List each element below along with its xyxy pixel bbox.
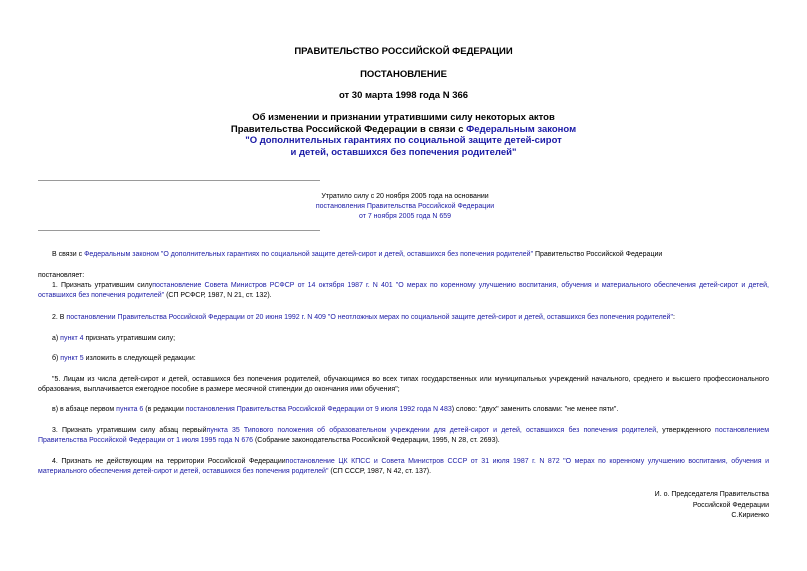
p2a-suffix: признать утратившим силу; [83,335,176,342]
intro-suffix: Правительство Российской Федерации [533,251,663,258]
document-type: ПОСТАНОВЛЕНИЕ [360,69,447,80]
federal-law-title-link-2[interactable]: и детей, оставшихся без попечения родителей" [290,146,517,158]
p4-prefix: 4. Признать не действующим на территории Российской Федерации [52,458,286,465]
p3-prefix: 3. Признать утратившим силу абзац первый [52,427,207,434]
paragraph-5-quote [38,375,769,395]
signature-name: С.Кириенко [731,512,769,519]
p1-link[interactable]: постановление Совета Министров РСФСР от 14 октября 1987 г. N 401 "О мерах по коренному улучшению воспитания, обучения и материального обеспечения детей-сирот и детей, оставшихся без попечения родителей" [38,282,769,300]
lost-force-link-2[interactable]: от 7 ноября 2005 года N 659 [358,213,452,220]
p3-link-2[interactable]: постановлением Правительства Российской Федерации от 1 июля 1995 года N 676 [38,427,770,445]
federal-law-link[interactable]: Федеральным законом [466,123,577,135]
p2a-link[interactable]: пункт 4 [60,335,84,342]
p5-text: "5. Лицам из числа детей-сирот и детей, оставшихся без попечения родителей, обучающимся во всех типах государственных или муниципальных учреждений начального, среднего и высшего профессионального образования, выплачивается ежегодное пособие в размере месячной стипендии до окончания ими обучения"; [38,376,769,394]
p2v-suffix: ) слово: "двух" заменить словами: "не менее пяти". [451,406,619,413]
p2-suffix: : [672,314,675,321]
paragraph-2b [38,354,769,364]
p3-middle: , утвержденного [656,427,716,434]
document-date-number: от 30 марта 1998 года N 366 [338,90,469,101]
intro-paragraph [38,250,769,260]
p2v-middle: (в редакции [143,406,186,413]
lost-force-text: Утратило силу с 20 ноября 2005 года на основании [321,193,489,200]
title-line-2 [0,124,807,136]
p3-link-1[interactable]: пункта 35 Типового положения об образовательном учреждении для детей-сирот и детей, оставшихся без попечения родителей [206,427,657,434]
paragraph-2a [38,334,769,344]
government-title: ПРАВИТЕЛЬСТВО РОССИЙСКОЙ ФЕДЕРАЦИИ [294,46,513,57]
lost-force-note [300,192,510,222]
p3-suffix: (Собрание законодательства Российской Федерации, 1995, N 28, ст. 2693). [253,437,500,445]
p2b-suffix: изложить в следующей редакции: [83,355,196,362]
paragraph-1 [38,281,769,301]
divider-top [38,180,320,181]
paragraph-3 [38,426,769,446]
divider-bottom [38,230,320,231]
p2v-link-1[interactable]: пункта 6 [116,406,144,413]
intro-prefix: В связи с [52,251,85,258]
p2-link[interactable]: постановлении Правительства Российской Федерации от 20 июня 1992 г. N 409 "О неотложных мерах по социальной защите детей-сирот и детей, оставшихся без попечения родителей" [66,314,673,321]
signature-organization: Российской Федерации [692,501,769,509]
federal-law-title-link-1[interactable]: "О дополнительных гарантиях по социальной защите детей-сирот [245,135,562,146]
p2a-prefix: а) [52,335,61,342]
p1-prefix: 1. Признать утратившим силу [52,282,153,289]
p2v-link-2[interactable]: постановления Правительства Российской Федерации от 9 июля 1992 года N 483 [185,406,452,413]
decides-text: постановляет: [38,272,85,279]
p2b-link[interactable]: пункт 5 [60,355,84,362]
p2v-prefix: в) в абзаце первом [52,406,117,413]
paragraph-4 [38,457,769,477]
lost-force-link-1[interactable]: постановления Правительства Российской Федерации [315,203,495,210]
document-title [0,112,807,158]
signature-block [655,490,769,522]
p4-suffix: (СП СССР, 1987, N 42, ст. 137). [328,468,432,476]
signature-position: И. о. Председателя Правительства [654,491,769,498]
paragraph-2v [38,405,769,415]
p2-prefix: 2. В [52,314,67,321]
intro-law-link[interactable]: Федеральным законом "О дополнительных гарантиях по социальной защите детей-сирот и детей, оставшихся без попечения родителей" [84,251,534,258]
p4-link[interactable]: постановление ЦК КПСС и Совета Министров СССР от 31 июля 1987 г. N 872 "О мерах по коренному улучшению воспитания, обучения и материального обеспечения детей-сирот и детей, оставшихся без попечения родителей" [38,458,769,476]
p2b-prefix: б) [52,355,61,362]
title-line-2-text: Правительства Российской Федерации в связи с [230,123,467,135]
title-line-1: Об изменении и признании утратившими силу некоторых актов [252,112,555,123]
p1-suffix: (СП РСФСР, 1987, N 21, ст. 132). [164,292,272,300]
paragraph-2 [38,313,769,323]
